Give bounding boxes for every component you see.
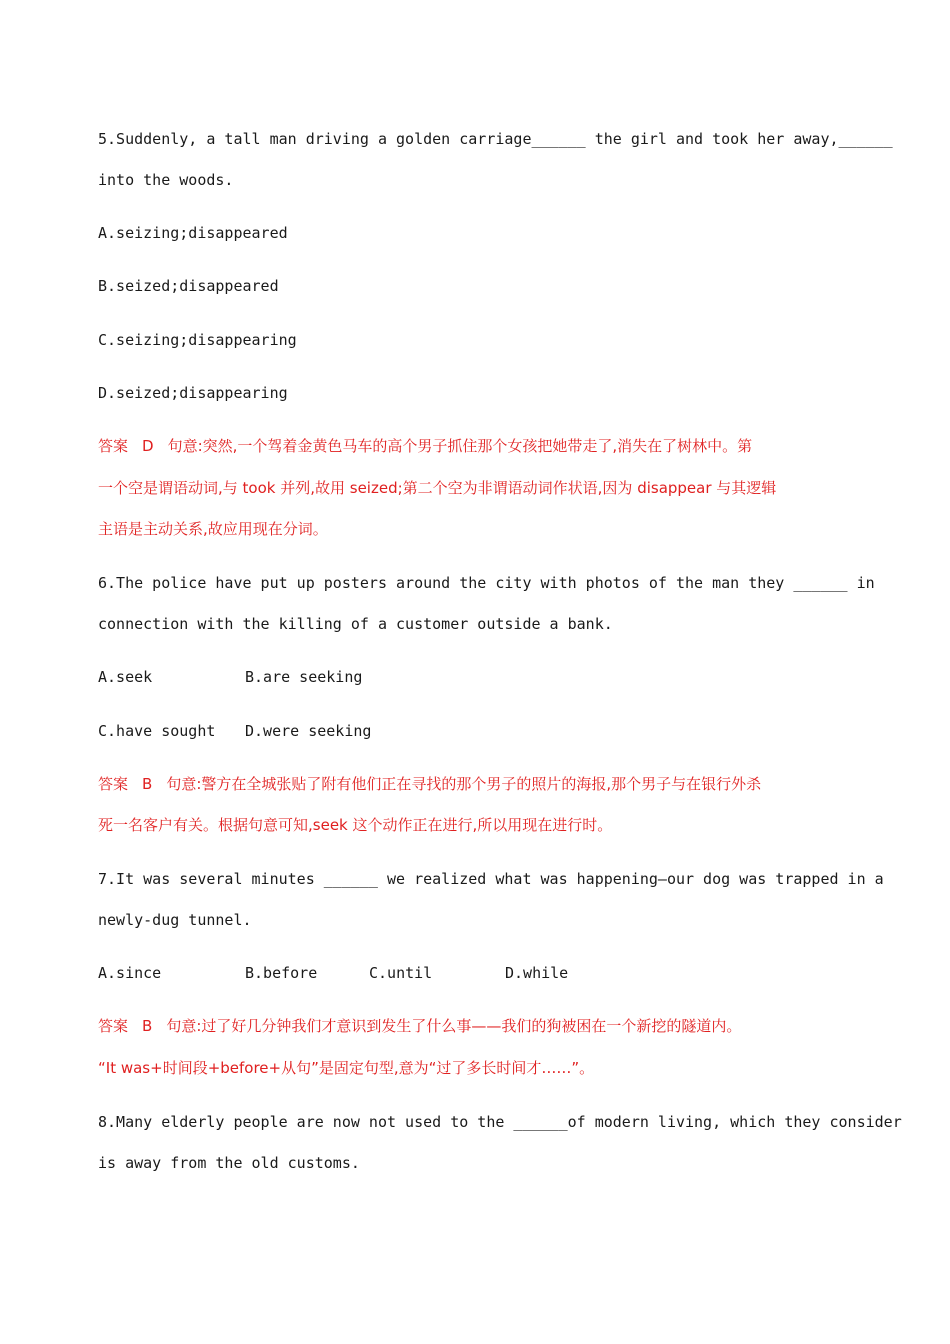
question-6-option-a: A.seek bbox=[98, 668, 153, 686]
question-6-explanation-line-2: 死一名客户有关。根据句意可知,seek 这个动作正在进行,所以用现在进行时。 bbox=[98, 816, 613, 834]
answer-letter: B bbox=[142, 775, 153, 793]
question-7-stem-line-1: 7.It was several minutes ______ we realized what was happening—our dog was trapped in a bbox=[98, 870, 884, 888]
question-7-option-a: A.since bbox=[98, 964, 162, 982]
question-7-stem-line-2: newly-dug tunnel. bbox=[98, 911, 252, 929]
answer-letter: B bbox=[142, 1017, 153, 1035]
question-7-option-d: D.while bbox=[505, 964, 569, 982]
question-6-option-c: C.have sought bbox=[98, 722, 216, 740]
explanation-text: 句意:过了好几分钟我们才意识到发生了什么事——我们的狗被困在一个新挖的隧道内。 bbox=[166, 1017, 742, 1035]
question-6-option-d: D.were seeking bbox=[245, 722, 372, 740]
question-6-stem-line-1: 6.The police have put up posters around the city with photos of the man they ______ in bbox=[98, 574, 875, 592]
answer-letter: D bbox=[142, 437, 154, 455]
question-6-option-b: B.are seeking bbox=[245, 668, 363, 686]
question-6-stem-line-2: connection with the killing of a customer outside a bank. bbox=[98, 615, 613, 633]
answer-label: 答案 bbox=[98, 1017, 129, 1035]
question-7-answer-line-1 bbox=[98, 1016, 741, 1036]
question-6-answer-line-1 bbox=[98, 774, 761, 794]
question-5-explanation-line-2: 一个空是谓语动词,与 took 并列,故用 seized;第二个空为非谓语动词作状语,因为 disappear 与其逻辑 bbox=[98, 479, 777, 497]
question-5-answer-line-1 bbox=[98, 436, 752, 456]
question-5-option-d: D.seized;disappearing bbox=[98, 384, 288, 402]
question-5-stem-line-1: 5.Suddenly, a tall man driving a golden carriage______ the girl and took her away,______ bbox=[98, 130, 893, 148]
question-7-option-b: B.before bbox=[245, 964, 318, 982]
explanation-text: 句意:突然,一个驾着金黄色马车的高个男子抓住那个女孩把她带走了,消失在了树林中。第 bbox=[167, 437, 753, 455]
question-5-stem-line-2: into the woods. bbox=[98, 171, 234, 189]
question-8-stem-line-2: is away from the old customs. bbox=[98, 1154, 360, 1172]
explanation-text: 句意:警方在全城张贴了附有他们正在寻找的那个男子的照片的海报,那个男子与在银行外杀 bbox=[166, 775, 762, 793]
question-5-option-c: C.seizing;disappearing bbox=[98, 331, 297, 349]
question-7-option-c: C.until bbox=[369, 964, 433, 982]
answer-label: 答案 bbox=[98, 775, 129, 793]
question-5-option-a: A.seizing;disappeared bbox=[98, 224, 288, 242]
question-5-option-b: B.seized;disappeared bbox=[98, 277, 279, 295]
question-7-options-row bbox=[98, 963, 568, 983]
question-5-explanation-line-3: 主语是主动关系,故应用现在分词。 bbox=[98, 520, 328, 538]
question-6-options-row-1 bbox=[98, 667, 362, 687]
question-7-explanation-line-2: “It was+时间段+before+从句”是固定句型,意为“过了多长时间才……”。 bbox=[98, 1059, 595, 1077]
question-6-options-row-2 bbox=[98, 721, 371, 741]
question-8-stem-line-1: 8.Many elderly people are now not used to the ______of modern living, which they consider bbox=[98, 1113, 902, 1131]
answer-label: 答案 bbox=[98, 437, 129, 455]
